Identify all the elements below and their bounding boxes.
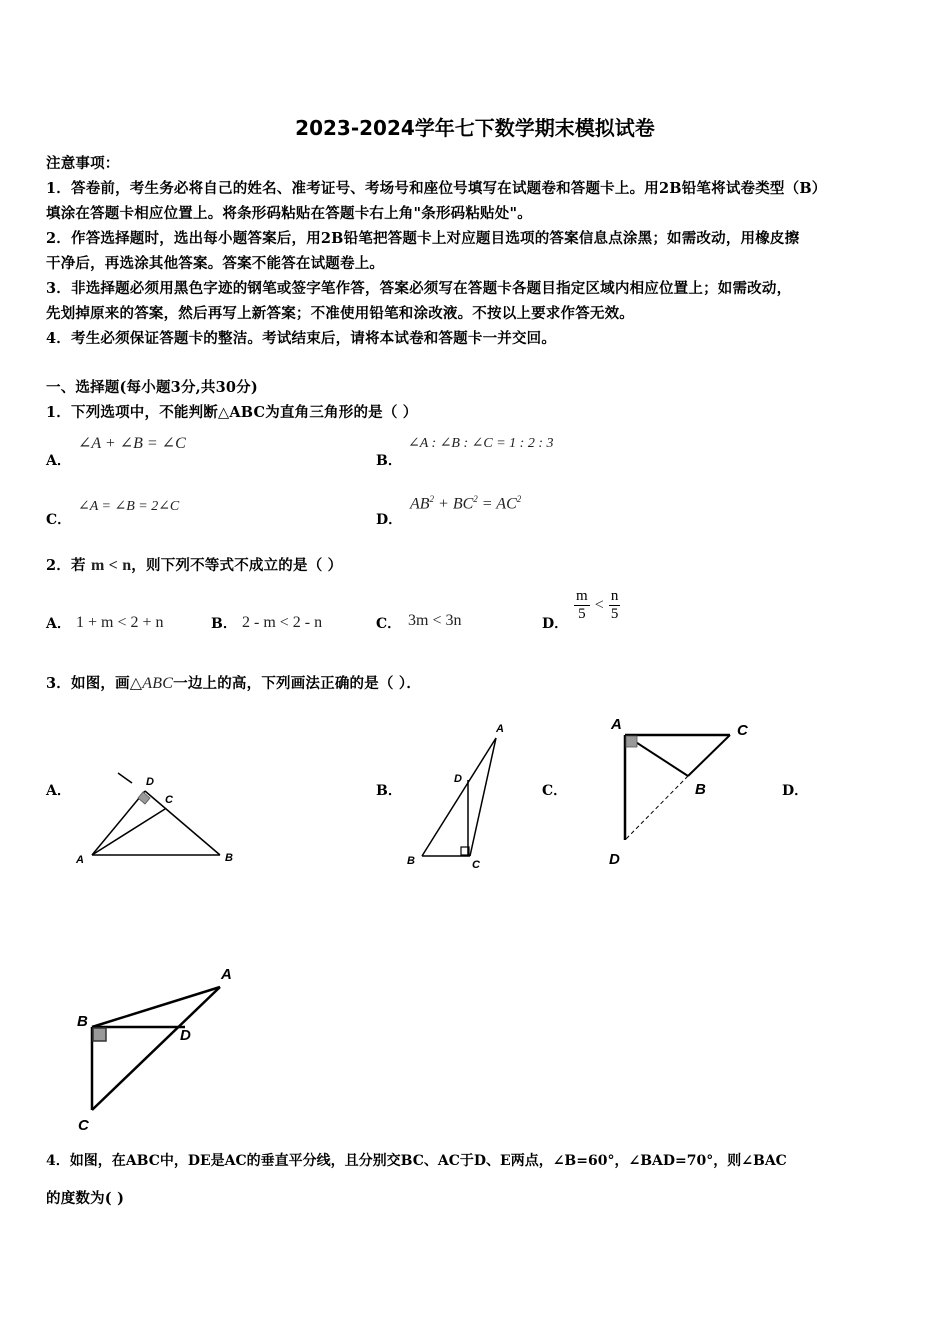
notice-line: 填涂在答题卡相应位置上。将条形码粘贴在答题卡右上角"条形码粘贴处"。 (46, 205, 532, 222)
figure-b-label-c: C (472, 859, 480, 871)
fraction-m-over-5: $\frac{m}{5}$ (576, 588, 588, 622)
q3-stem-triangle: △ABC (129, 675, 174, 692)
question-2-stem (46, 554, 342, 575)
q3-option-a-label: A． (46, 783, 71, 799)
figure-d-label-c: C (78, 1117, 89, 1134)
q1-d-exp2: 2 (473, 494, 478, 504)
q1-d-exp1: 2 (429, 494, 435, 504)
q1-d-exp3: 2 (516, 494, 522, 504)
q2-option-b-expr: 2 - m < 2 - n (242, 614, 323, 631)
q1-option-d-expr (410, 494, 521, 513)
q3-figure-d (70, 960, 250, 1135)
figure-a-label-a: A (76, 854, 84, 866)
q2-option-b-label: B． (211, 616, 237, 632)
section-heading: 一、选择题(每小题3分,共30分) (46, 379, 258, 396)
q2-stem-pre: 2．若 (46, 557, 86, 574)
notice-heading: 注意事项： (46, 155, 120, 172)
notice-line: 1．答卷前，考生务必将自己的姓名、准考证号、考场号和座位号填写在试题卷和答题卡上。用2B铅笔将试卷类型（B） (46, 180, 827, 197)
page-title: 2023-2024学年七下数学期末模拟试卷 (295, 116, 655, 140)
q1-d-term2: + BC (434, 495, 474, 513)
figure-d-label-a: A (221, 966, 232, 983)
q2-stem-post: ，则下列不等式不成立的是（ ） (131, 557, 343, 574)
question-4-line-2: 的度数为( ) (46, 1190, 125, 1207)
q2-option-c-label: C． (376, 616, 402, 632)
q1-option-c-label: C． (46, 512, 72, 528)
q3-option-d-label: D． (782, 783, 809, 799)
notice-line: 3．非选择题必须用黑色字迹的钢笔或签字笔作答，答案必须写在答题卡各题目指定区域内相应位置上；如需改动， (46, 280, 792, 297)
q1-option-d-label: D． (376, 512, 403, 528)
q3-option-b-label: B． (376, 783, 402, 799)
notice-line: 4．考生必须保证答题卡的整洁。考试结束后，请将本试卷和答题卡一并交回。 (46, 330, 557, 347)
figure-c-label-a: A (611, 716, 622, 733)
figure-d-label-d: D (180, 1027, 191, 1044)
q2-option-d-label: D． (542, 616, 569, 632)
figure-c-label-b: B (695, 781, 706, 798)
figure-a-label-c: C (165, 794, 173, 806)
q3-stem-post: 一边上的高，下列画法正确的是（ ）． (173, 675, 422, 692)
figure-d-label-b: B (77, 1013, 88, 1030)
question-4-line-1: 4．如图，在ABC中，DE是AC的垂直平分线，且分别交BC、AC于D、E两点，∠B=60°，∠BAD=70°，则∠BAC (46, 1153, 787, 1169)
q2-option-d-expr (574, 588, 620, 623)
figure-a-label-b: B (225, 852, 233, 864)
q2-d-relation: < (594, 596, 604, 614)
q1-d-term3: = AC (477, 495, 517, 513)
figure-a-label-d: D (146, 776, 154, 788)
question-3-stem (46, 672, 421, 693)
q3-figure-a (70, 765, 245, 875)
question-1-stem: 1．下列选项中，不能判断△ABC为直角三角形的是（ ） (46, 404, 418, 421)
figure-b-label-d: D (454, 773, 462, 785)
q1-option-b-expr: ∠A : ∠B : ∠C = 1 : 2 : 3 (408, 436, 554, 451)
q1-d-term1: AB (410, 495, 430, 513)
notice-line: 先划掉原来的答案，然后再写上新答案；不准使用铅笔和涂改液。不按以上要求作答无效。 (46, 305, 634, 322)
figure-b-label-a: A (496, 723, 504, 735)
q3-figure-c (600, 710, 760, 870)
notice-line: 2．作答选择题时，选出每小题答案后，用2B铅笔把答题卡上对应题目选项的答案信息点涂黑；如需改动，用橡皮擦 (46, 230, 800, 247)
q2-option-c-expr: 3m < 3n (408, 612, 462, 629)
figure-b-label-b: B (407, 855, 415, 867)
q2-stem-condition: m < n (90, 557, 132, 574)
q2-option-a-label: A． (46, 616, 71, 632)
q1-option-a-label: A． (46, 453, 71, 469)
q1-option-c-expr: ∠A = ∠B = 2∠C (78, 499, 180, 514)
q1-option-b-label: B． (376, 453, 402, 469)
q3-option-c-label: C． (542, 783, 568, 799)
fraction-n-over-5: $\frac{n}{5}$ (610, 588, 619, 622)
figure-c-label-c: C (737, 722, 748, 739)
q3-figure-b (400, 718, 515, 873)
q1-option-a-expr: ∠A + ∠B = ∠C (78, 435, 186, 452)
q2-option-a-expr: 1 + m < 2 + n (76, 614, 164, 631)
figure-c-label-d: D (609, 851, 620, 868)
notice-line: 干净后，再选涂其他答案。答案不能答在试题卷上。 (46, 255, 385, 272)
q3-stem-pre: 3．如图，画 (46, 675, 130, 692)
